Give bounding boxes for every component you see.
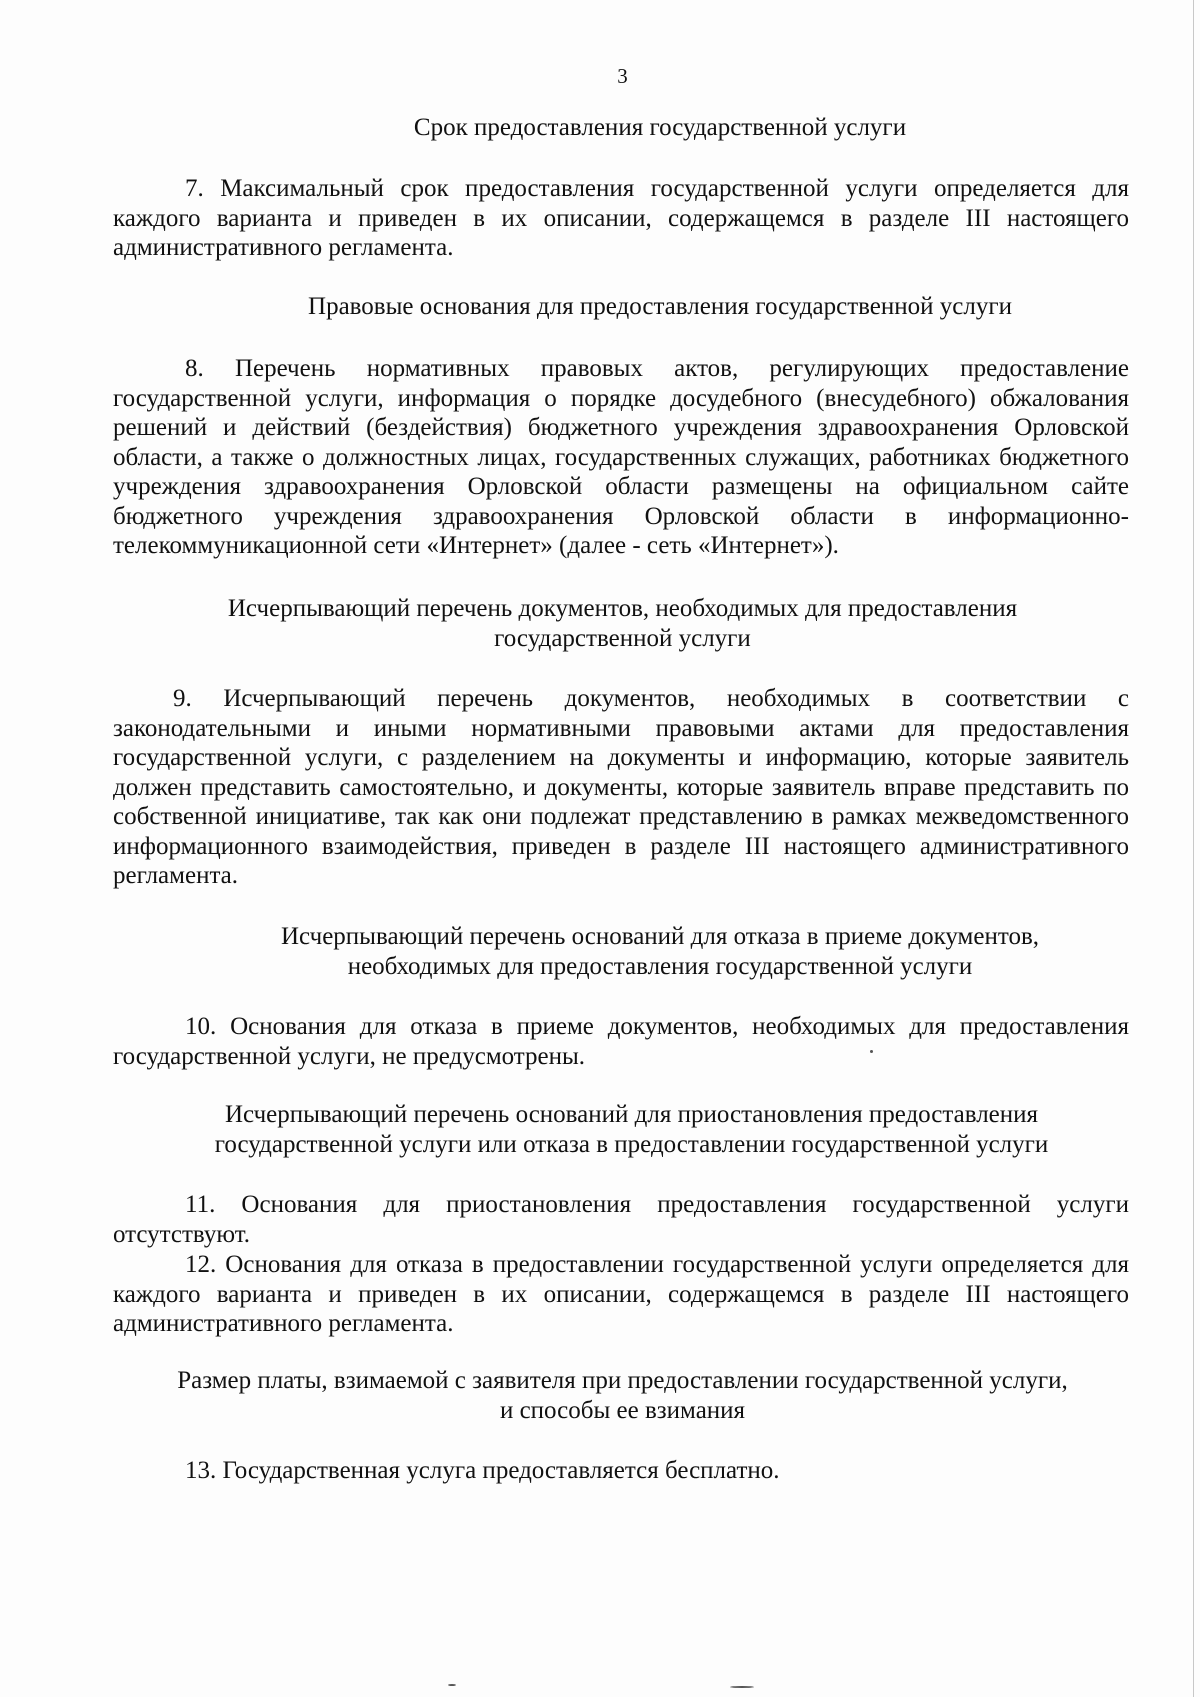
page-number: 3 xyxy=(617,64,628,88)
section-heading-documents xyxy=(0,594,1200,653)
paragraph-11: 11. Основания для приостановления предоставления государственной услуги отсутствуют. xyxy=(113,1191,1129,1248)
section-heading-suspension xyxy=(0,1100,1200,1159)
section-heading-fee xyxy=(0,1366,1200,1425)
heading-line: Исчерпывающий перечень документов, необходимых для предоставления xyxy=(227,595,1018,622)
heading-line: Размер платы, взимаемой с заявителя при предоставлении государственной услуги, xyxy=(177,1367,1068,1394)
paragraph-8: 8. Перечень нормативных правовых актов, регулирующих предоставление государственной услуги, информация о порядке досудебного (внесудебного) обжалования решений и действий (бездействия) бюджетного учреждения здравоохранения Орловской области, а также о должностных лицах, государственных служащих, работниках бюджетного учреждения здравоохранения Орловской области размещены на официальном сайте бюджетного учреждения здравоохранения Орловской области в информационно-телекоммуникационной сети «Интернет» (далее - сеть «Интернет»). xyxy=(113,355,1129,559)
paragraph-9: 9. Исчерпывающий перечень документов, необходимых в соответствии с законодательными и иными нормативными правовыми актами для предоставления государственной услуги, с разделением на документы и информацию, которые заявитель должен представить самостоятельно, и документы, которые заявитель вправе представить по собственной инициативе, так как они подлежат представлению в рамках межведомственного информационного взаимодействия, приведен в разделе III настоящего административного регламента. xyxy=(113,685,1129,889)
heading-line: Исчерпывающий перечень оснований для отказа в приеме документов, xyxy=(280,923,1040,950)
paragraph-12: 12. Основания для отказа в предоставлении государственной услуги определяется для каждого варианта и приведен в их описании, содержащемся в разделе III настоящего административного регламента. xyxy=(113,1251,1129,1337)
heading-line: государственной услуги xyxy=(494,624,751,652)
heading-line: и способы ее взимания xyxy=(499,1396,746,1424)
paragraph-10: 10. Основания для отказа в приеме документов, необходимых для предоставления государственной услуги, не предусмотрены. xyxy=(113,1013,1129,1070)
heading-line: государственной услуги или отказа в предоставлении государственной услуги xyxy=(214,1130,1049,1158)
section-heading-term: Срок предоставления государственной услуги xyxy=(413,114,907,141)
scan-edge-line xyxy=(1193,0,1194,1697)
heading-line: Исчерпывающий перечень оснований для приостановления предоставления xyxy=(224,1101,1039,1128)
paragraph-13: 13. Государственная услуга предоставляется бесплатно. xyxy=(185,1457,780,1484)
section-heading-legal-basis: Правовые основания для предоставления государственной услуги xyxy=(308,293,1012,320)
section-heading-refusal-acceptance xyxy=(0,922,1200,981)
scan-speck xyxy=(870,1050,873,1053)
paragraph-7: 7. Максимальный срок предоставления государственной услуги определяется для каждого варианта и приведен в их описании, содержащемся в разделе III настоящего административного регламента. xyxy=(113,175,1129,261)
scan-speck xyxy=(730,1686,754,1688)
heading-line: необходимых для предоставления государственной услуги xyxy=(347,952,973,980)
scan-speck xyxy=(448,1684,456,1686)
